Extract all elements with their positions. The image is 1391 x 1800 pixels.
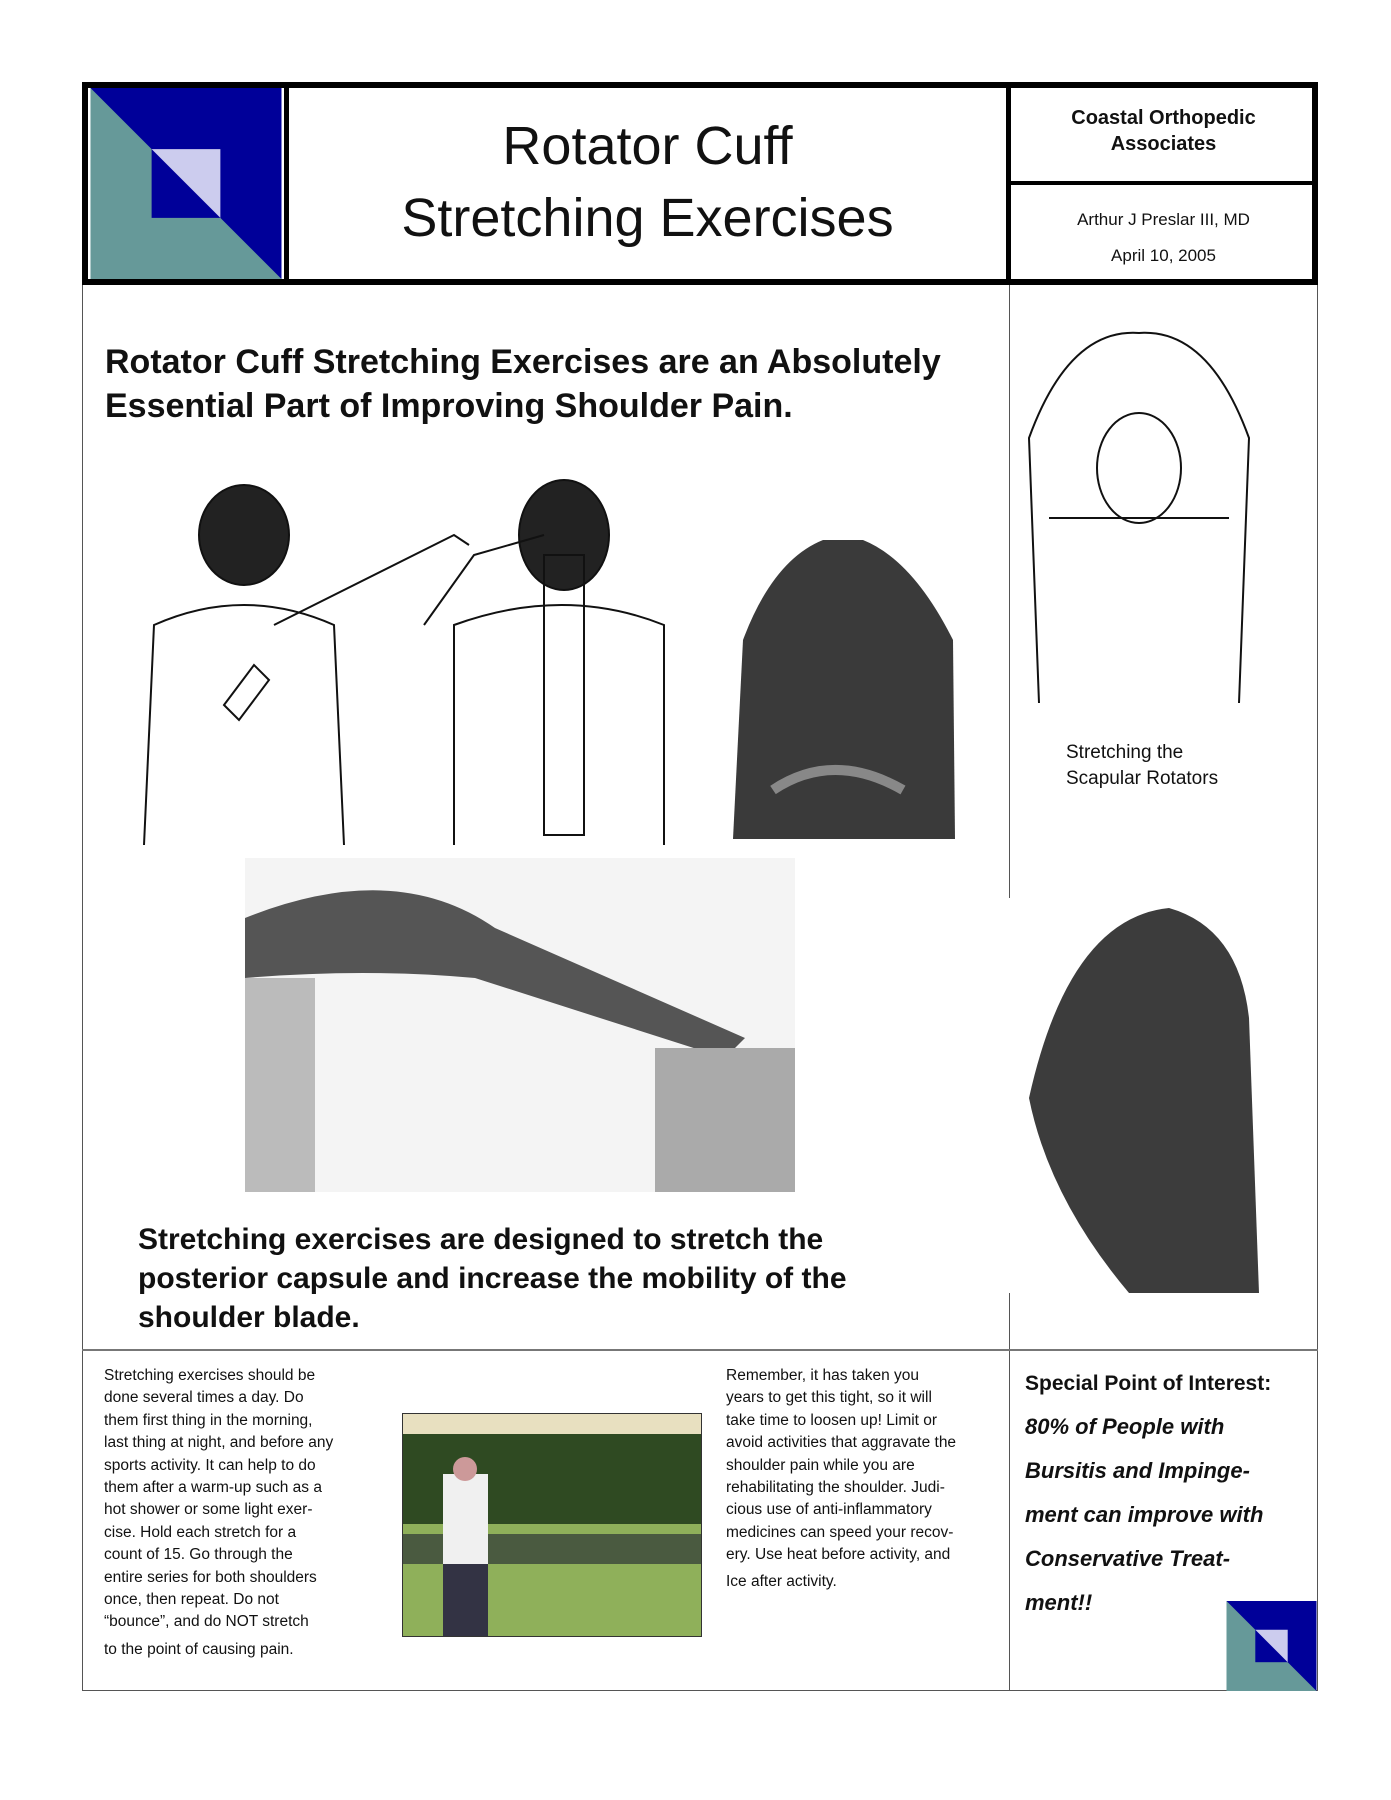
small-logo-icon [1225, 1601, 1318, 1691]
special-point-text: 80% of People with Bursitis and Impinge- ment can improve with Conservative Treat- ment!! [1025, 1414, 1264, 1615]
image-caption: Stretching the Scapular Rotators [1066, 742, 1219, 789]
main-heading: Rotator Cuff Stretching Exercises are an Absolutely Essential Part of Improving Shoulder Pain. [105, 343, 941, 425]
overhead-stretch-photo [1009, 898, 1295, 1293]
posterior-stretch-photo [245, 858, 795, 1192]
header-divider [1009, 181, 1318, 185]
logo-icon [88, 88, 284, 279]
section-divider [82, 1349, 1318, 1351]
page-title: Rotator Cuff Stretching Exercises [401, 116, 894, 248]
scapular-stretch-illustration [1009, 318, 1268, 703]
organization-name: Coastal Orthopedic Associates [1071, 107, 1256, 155]
special-point-title: Special Point of Interest: [1025, 1372, 1272, 1395]
back-stretch-photo [713, 520, 955, 839]
date: April 10, 2005 [1111, 246, 1216, 265]
author-block [1009, 202, 1318, 274]
middle-paragraph: Remember, it has taken you years to get this tight, so it will take time to loosen up! Limit or avoid activities that aggravate the shoulder pain while you are rehabilitating the shoulder. Judi- cious use of anti-inflammatory medicines can speed your recov- ery. Use heat before activity, and Ice after activity. [726, 1367, 957, 1590]
left-paragraph: Stretching exercises should be done several times a day. Do them first thing in the morning, last thing at night, and before any sports activity. It can help to do them after a warm-up such as a hot shower or some light exer- cise. Hold each stretch for a count of 15. Go through the entire series for both shoulders once, then repeat. Do not “bounce”, and do NOT stretch to the point of causing pain. [104, 1367, 334, 1658]
subheading: Stretching exercises are designed to stretch the posterior capsule and increase the mobility of the shoulder blade. [138, 1223, 847, 1334]
author: Arthur J Preslar III, MD [1077, 210, 1250, 229]
golf-photo [402, 1413, 702, 1637]
stretch-illustration [124, 475, 681, 858]
